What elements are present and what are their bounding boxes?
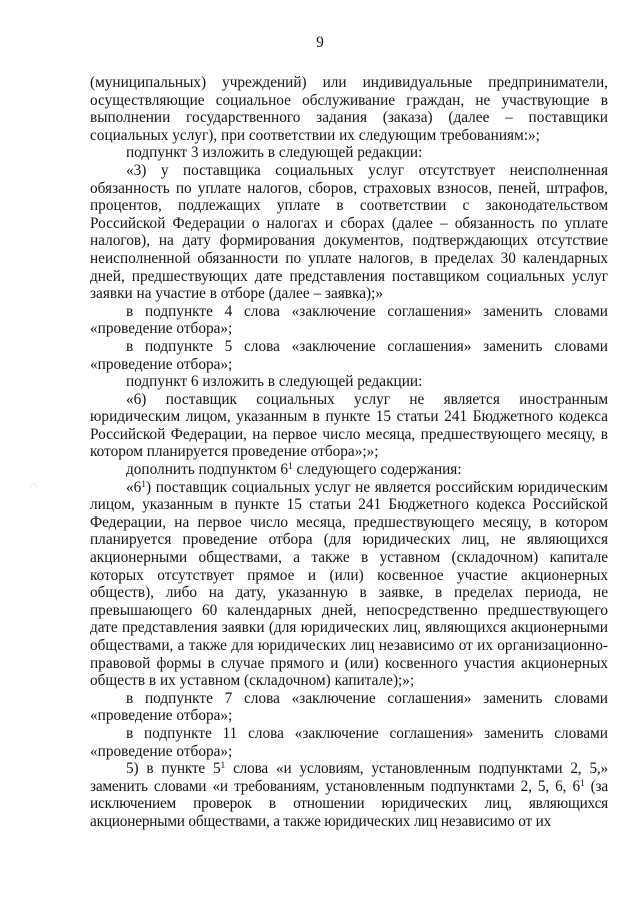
paragraph-subitem-4-change: [90, 303, 608, 338]
superscript: 1: [220, 761, 226, 772]
paragraph-subitem-6-1-intro: [90, 461, 608, 479]
paragraph-item-5-amendment: [90, 760, 608, 830]
paragraph-subitem-6-1-text: [90, 479, 608, 690]
paragraph-text: подпункт 6 изложить в следующей редакции:: [126, 373, 423, 391]
superscript: 1: [287, 462, 293, 473]
paragraph-continuation: [90, 74, 608, 144]
paragraph-text: дополнить подпунктом 6: [126, 461, 288, 479]
paragraph-subitem-3-intro: [90, 144, 608, 162]
scan-artifact-mark: ·ˆ·: [30, 483, 38, 491]
paragraph-text: «3) у поставщика социальных услуг отсутствует неисполненная обязанность по уплате налогов, сборов, страховых взносов, пеней, штрафов, процентов, подлежащих уплате в соответствии с законодательством Российской Федерации о налогах и сборах (далее – обязанность по уплате налогов), на дату формирования документов, подтверждающих отсутствие неисполненной обязанности по уплате налогов, в пределах 30 календарных дней, предшествующих дате представления поставщиком социальных услуг заявки на участие в отборе (далее – заявка);»: [90, 161, 608, 303]
paragraph-text: ) поставщик социальных услуг не является российским юридическим лицом, указанным в пункте 15 статьи 241 Бюджетного кодекса Российской Федерации, на первое число месяца, предшествующего месяцу, в котором планируется проведение отбора (для юридических лиц, не являющихся акционерными обществами, а также в уставном (складочном) капитале которых отсутствует прямое и (или) косвенное участие акционерных обществ), либо на дату, указанную в заявке, в пределах периода, не превышающего 60 календарных дней, непосредственно предшествующего дате представления заявки (для юридических лиц, являющихся акционерными обществами, а также для юридических лиц независимо от их организационно-правовой формы в случае прямого и (или) косвенного участия акционерных обществ в их уставном (складочном) капитале);»;: [90, 478, 608, 690]
paragraph-subitem-5-change: [90, 338, 608, 373]
paragraph-subitem-6-text: [90, 391, 608, 461]
paragraph-text: «6) поставщик социальных услуг не является иностранным юридическим лицом, указанным в пункте 15 статьи 241 Бюджетного кодекса Российской Федерации, на первое число месяца, предшествующего месяцу, в котором планируется проведение отбора»;»;: [90, 390, 608, 461]
superscript: 1: [141, 479, 147, 490]
paragraph-text: «6: [126, 478, 142, 496]
paragraph-text: в подпункте 7 слова «заключение соглашения» заменить словами «проведение отбора»;: [90, 689, 608, 725]
page-number: 9: [316, 34, 324, 51]
superscript: 1: [579, 778, 585, 789]
paragraph-text: 5) в пункте 5: [126, 760, 221, 778]
paragraph-text: в подпункте 11 слова «заключение соглашения» заменить словами «проведение отбора»;: [90, 724, 608, 760]
paragraph-text: в подпункте 5 слова «заключение соглашения» заменить словами «проведение отбора»;: [90, 337, 608, 373]
paragraph-subitem-11-change: [90, 725, 608, 760]
paragraph-text: подпункт 3 изложить в следующей редакции:: [126, 144, 423, 162]
paragraph-subitem-3-text: [90, 162, 608, 303]
paragraph-subitem-7-change: [90, 690, 608, 725]
paragraph-subitem-6-intro: [90, 373, 608, 391]
paragraph-text: следующего содержания:: [292, 461, 462, 479]
paragraph-text: слова «и условиям, установленным подпунктами 2, 5,» заменить словами «и требованиям, установленным подпунктами 2, 5, 6, 6: [90, 760, 609, 795]
paragraph-text: (за исключением проверок в отношении юридических лиц, являющихся акционерными обществами, а также юридических лиц независимо от их: [90, 777, 608, 830]
paragraph-text: (муниципальных) учреждений) или индивидуальные предприниматели, осуществляющие социальное обслуживание граждан, не участвующие в выполнении государственного задания (заказа) (далее – поставщики социальных услуг), при соответствии их следующим требованиям:»;: [90, 74, 608, 144]
paragraph-text: в подпункте 4 слова «заключение соглашения» заменить словами «проведение отбора»;: [90, 302, 608, 338]
document-body: [90, 74, 608, 831]
